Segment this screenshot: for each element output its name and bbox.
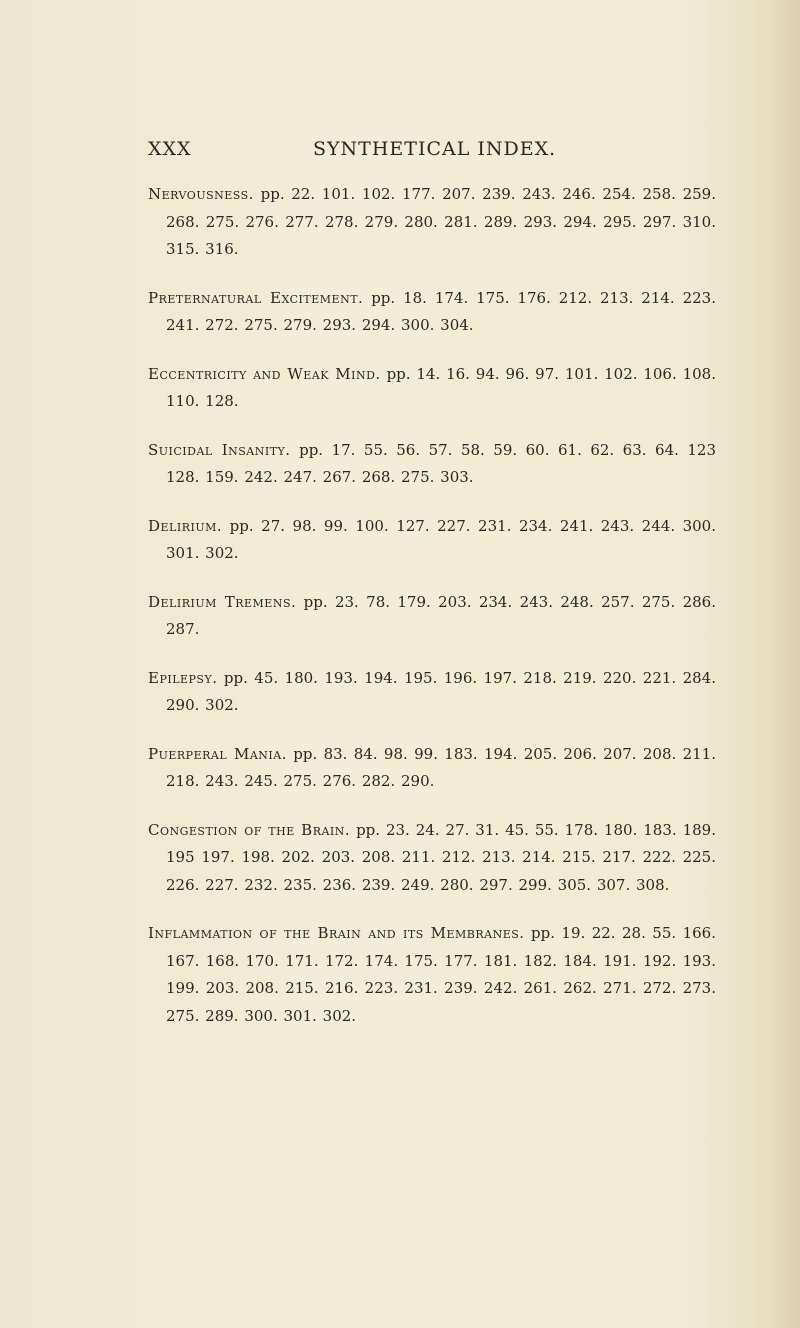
entry-heading: Eccentricity and Weak Mind. [148,364,381,383]
index-entry-delirium [148,513,716,568]
entry-page-refs: pp. 17. 55. 56. 57. 58. 59. 60. 61. 62. 63. 64. 123 128. 159. 242. 247. 267. 268. 275. 303. [166,440,716,486]
index-entry-nervousness [148,181,716,264]
index-entry-preternatural-excitement [148,285,716,340]
entry-page-refs: pp. 23. 24. 27. 31. 45. 55. 178. 180. 183. 189. 195 197. 198. 202. 203. 208. 211. 212. 213. 214. 215. 217. 222. 225. 226. 227. 232. 235. 236. 239. 249. 280. 297. 299. 305. 307. 308. [166,820,716,894]
entry-heading: Congestion of the Brain. [148,820,351,839]
entry-heading: Suicidal Insanity. [148,440,291,459]
index-entry-delirium-tremens [148,589,716,644]
entry-page-refs: pp. 45. 180. 193. 194. 195. 196. 197. 218. 219. 220. 221. 284. 290. 302. [166,668,716,714]
entry-page-refs: pp. 22. 101. 102. 177. 207. 239. 243. 246. 254. 258. 259. 268. 275. 276. 277. 278. 279. 280. 281. 289. 293. 294. 295. 297. 310. 315. 316. [166,185,716,258]
entry-page-refs: pp. 14. 16. 94. 96. 97. 101. 102. 106. 108. 110. 128. [166,364,716,410]
entry-heading: Delirium Tremens. [148,592,297,611]
entry-heading: Inflammation of the Brain and its Membranes. [148,924,525,942]
page-folio: XXX [148,138,192,160]
index-entry-suicidal-insanity [148,437,716,492]
entry-heading: Delirium. [148,516,223,535]
entry-heading: Preternatural Excitement. [148,288,364,307]
index-entry-epilepsy [148,665,716,720]
index-entry-puerperal-mania [148,741,716,796]
entry-page-refs: pp. 19. 22. 28. 55. 166. 167. 168. 170. 171. 172. 174. 175. 177. 181. 182. 184. 191. 192. 193. 199. 203. 208. 215. 216. 223. 231. 239. 242. 261. 262. 271. 272. 273. 275. 289. 300. 301. 302. [166,924,716,1025]
entry-heading: Nervousness. [148,185,254,203]
running-title: SYNTHETICAL INDEX. [313,138,557,160]
entry-page-refs: pp. 27. 98. 99. 100. 127. 227. 231. 234. 241. 243. 244. 300. 301. 302. [166,516,716,562]
index-entry-eccentricity [148,361,716,416]
index-entries [148,181,716,1051]
page-header [148,138,693,162]
index-entry-inflammation-of-brain [148,920,716,1030]
entry-page-refs: pp. 18. 174. 175. 176. 212. 213. 214. 223. 241. 272. 275. 279. 293. 294. 300. 304. [166,288,716,334]
index-entry-congestion-of-brain [148,817,716,900]
entry-heading: Epilepsy. [148,668,218,687]
entry-heading: Puerperal Mania. [148,744,287,763]
entry-page-refs: pp. 23. 78. 179. 203. 234. 243. 248. 257. 275. 286. 287. [166,592,716,638]
entry-page-refs: pp. 83. 84. 98. 99. 183. 194. 205. 206. 207. 208. 211. 218. 243. 245. 275. 276. 282. 290. [166,744,716,790]
